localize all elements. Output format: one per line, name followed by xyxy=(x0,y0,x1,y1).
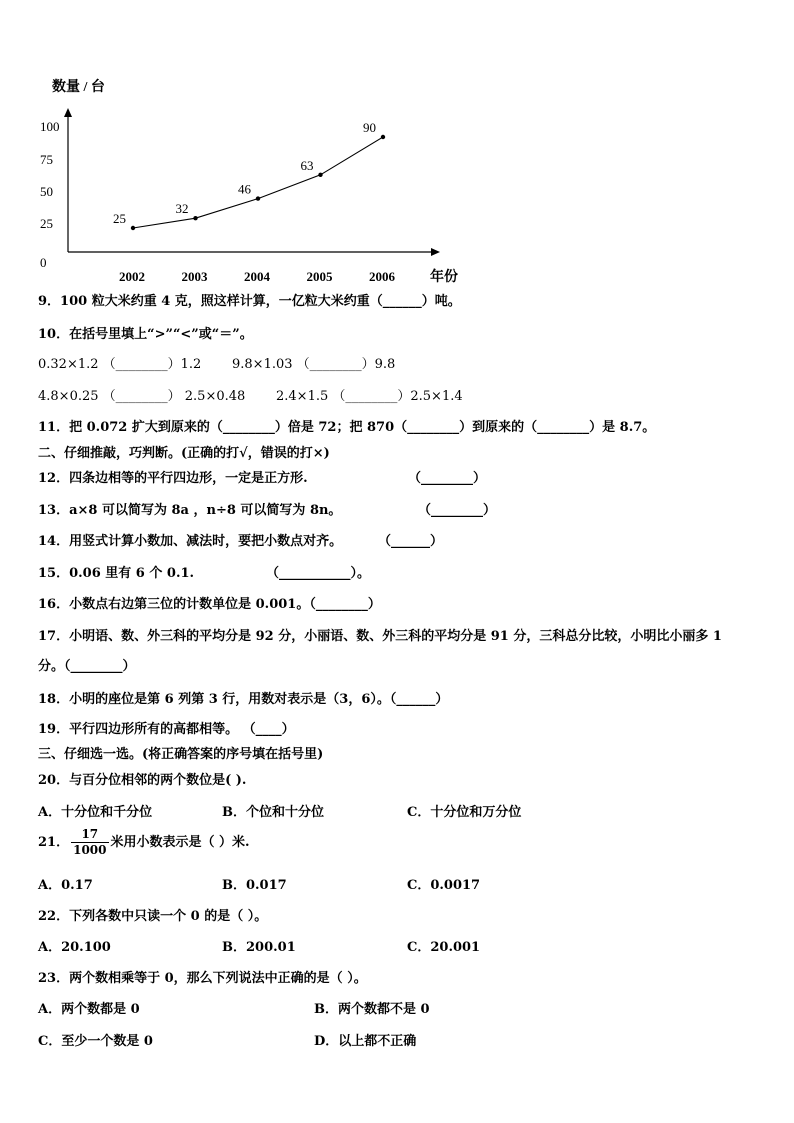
question-13-blank[interactable]: （________） xyxy=(418,503,497,518)
question-16: 16．小数点右边第三位的计数单位是 0.001。（________） xyxy=(38,597,381,612)
data-label: 32 xyxy=(175,201,189,217)
y-axis-label: 数量 / 台 xyxy=(52,80,105,95)
y-tick-label: 100 xyxy=(40,119,60,134)
question-23-option-d[interactable]: D．以上都不正确 xyxy=(314,1034,417,1049)
question-22-option-c[interactable]: C．20.001 xyxy=(407,940,481,955)
question-20-option-a[interactable]: A．十分位和千分位 xyxy=(38,805,153,820)
data-point xyxy=(131,226,135,230)
question-15-blank[interactable]: （___________）。 xyxy=(266,566,371,581)
question-22: 22．下列各数中只读一个 0 的是（ ）。 xyxy=(38,909,268,924)
data-label: 25 xyxy=(113,211,126,226)
question-13: 13．a×8 可以简写为 8a ，n÷8 可以简写为 8n。 xyxy=(38,503,342,518)
question-21-text: 米用小数表示是（ ）米. xyxy=(110,835,250,850)
fraction-numerator: 17 xyxy=(81,827,99,841)
question-21-number: 21． xyxy=(38,835,70,850)
question-14-blank[interactable]: （______） xyxy=(378,534,444,549)
x-tick-label: 2004 xyxy=(244,269,270,284)
question-22-option-a[interactable]: A．20.100 xyxy=(38,940,111,955)
x-tick-label: 2006 xyxy=(369,269,395,284)
fraction-denominator: 1000 xyxy=(73,843,107,857)
y-tick-label: 50 xyxy=(40,184,53,199)
section-3-heading: 三、仔细选一选。(将正确答案的序号填在括号里) xyxy=(38,747,324,762)
section-2-heading: 二、仔细推敲，巧判断。(正确的打√，错误的打×) xyxy=(38,446,330,461)
x-tick-label: 2003 xyxy=(181,269,208,284)
fraction xyxy=(71,827,108,858)
question-21-option-a[interactable]: A．0.17 xyxy=(38,878,93,893)
question-21-option-c[interactable]: C．0.0017 xyxy=(407,878,481,893)
x-tick-label: 2005 xyxy=(306,269,333,284)
data-label: 46 xyxy=(238,181,251,197)
series-line xyxy=(133,137,383,228)
question-10-item-2: 9.8×1.03 （________）9.8 xyxy=(232,357,396,372)
question-21 xyxy=(38,826,250,860)
data-point xyxy=(381,135,385,139)
question-15: 15．0.06 里有 6 个 0.1. xyxy=(38,566,195,581)
question-10-stem: 10．在括号里填上“>”“<”或“＝”。 xyxy=(38,327,253,342)
question-10-item-4: 2.4×1.5 （________）2.5×1.4 xyxy=(276,389,463,404)
line-chart xyxy=(0,60,794,290)
question-11: 11．把 0.072 扩大到原来的（________）倍是 72；把 870（________）到原来的（________）是 8.7。 xyxy=(38,420,656,435)
x-axis-arrow xyxy=(431,248,440,256)
question-17-cont: 分。（________） xyxy=(38,659,136,674)
x-axis-label: 年份 xyxy=(430,270,458,285)
question-20-option-c[interactable]: C．十分位和万分位 xyxy=(407,805,522,820)
data-label: 63 xyxy=(300,157,314,173)
question-12-blank[interactable]: （________） xyxy=(408,471,487,486)
question-17: 17．小明语、数、外三科的平均分是 92 分，小丽语、数、外三科的平均分是 91 分，三科总分比较，小明比小丽多 1 xyxy=(38,629,722,644)
question-19: 19．平行四边形所有的高都相等。 （____） xyxy=(38,722,295,737)
question-22-option-b[interactable]: B．200.01 xyxy=(222,940,296,955)
question-20: 20．与百分位相邻的两个数位是( ). xyxy=(38,773,247,788)
y-axis-arrow xyxy=(64,108,72,117)
question-23: 23．两个数相乘等于 0，那么下列说法中正确的是（ ）。 xyxy=(38,971,367,986)
question-18: 18．小明的座位是第 6 列第 3 行，用数对表示是（3，6）。（______） xyxy=(38,692,449,707)
y-tick-label: 0 xyxy=(40,255,47,270)
question-21-option-b[interactable]: B．0.017 xyxy=(222,878,287,893)
question-14: 14．用竖式计算小数加、减法时，要把小数点对齐。 xyxy=(38,534,343,549)
question-9: 9．100 粒大米约重 4 克，照这样计算，一亿粒大米约重（______）吨。 xyxy=(38,294,461,309)
question-10-item-3: 4.8×0.25 （________） 2.5×0.48 xyxy=(38,389,246,404)
data-point xyxy=(318,173,322,177)
question-12: 12．四条边相等的平行四边形，一定是正方形. xyxy=(38,471,308,486)
question-23-option-b[interactable]: B．两个数都不是 0 xyxy=(314,1002,430,1017)
y-tick-label: 25 xyxy=(40,216,53,231)
data-point xyxy=(256,196,260,200)
data-point xyxy=(193,216,197,220)
y-tick-label: 75 xyxy=(40,152,53,167)
x-tick-label: 2002 xyxy=(119,269,145,284)
question-23-option-c[interactable]: C．至少一个数是 0 xyxy=(38,1034,153,1049)
question-20-option-b[interactable]: B．个位和十分位 xyxy=(222,805,324,820)
question-23-option-a[interactable]: A．两个数都是 0 xyxy=(38,1002,140,1017)
data-label: 90 xyxy=(363,120,376,135)
question-10-item-1: 0.32×1.2 （________）1.2 xyxy=(38,357,202,372)
